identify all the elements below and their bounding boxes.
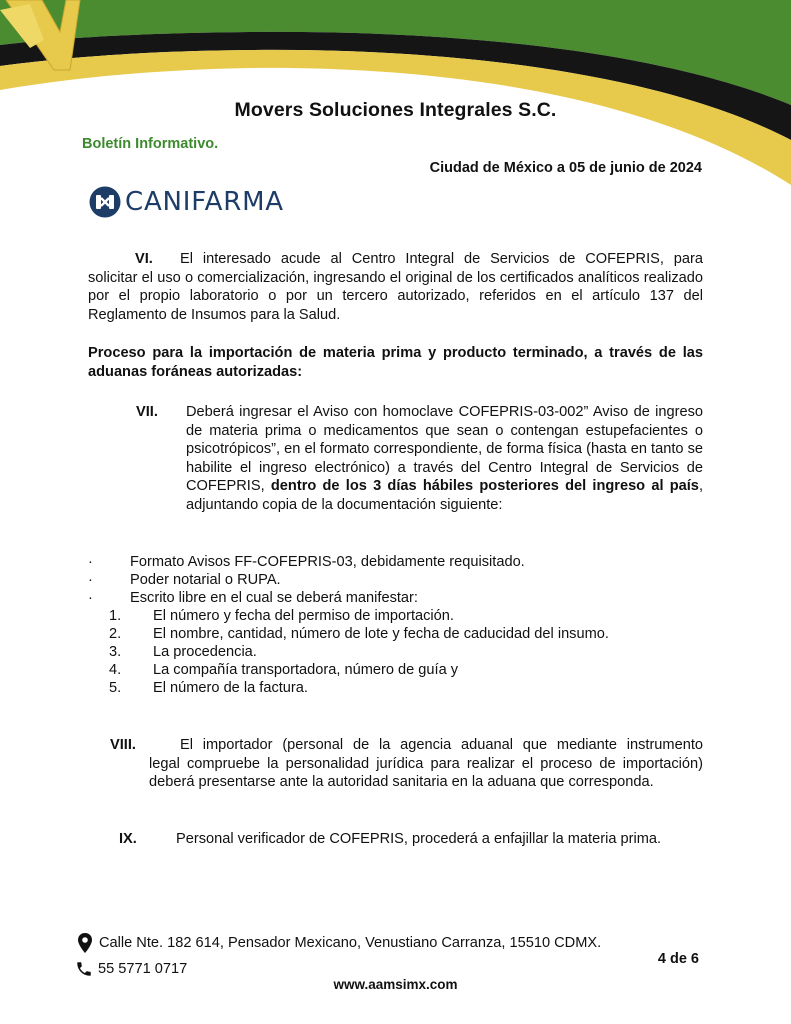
list-item: · Poder notarial o RUPA. — [88, 572, 281, 588]
list-item: 5. El número de la factura. — [109, 680, 308, 696]
phone-text: 55 5771 0717 — [98, 961, 188, 977]
list-item: 2. El nombre, cantidad, número de lote y fecha de caducidad del insumo. — [109, 626, 609, 642]
section-viii — [110, 736, 703, 792]
company-name: Movers Soluciones Integrales S.C. — [234, 99, 557, 121]
address-text: Calle Nte. 182 614, Pensador Mexicano, Venustiano Carranza, 15510 CDMX. — [99, 935, 602, 951]
section-vii-numeral: VII. — [136, 404, 158, 420]
section-vii-text-before: Deberá ingresar el Aviso con homoclave COFEPRIS-03-002” Aviso de ingreso de materia prima o medicamentos que sean o contengan estupefacientes o psicotrópicos”, en el formato correspondiente, de forma física (hasta en tanto se habilite el ingreso electrónico) a través del Centro Integral de Servicios de COFEPRIS, — [186, 404, 703, 494]
list-item: 4. La compañía transportadora, número de guía y — [109, 662, 459, 678]
section-viii-first-line: El importador (personal de la agencia aduanal que mediante instrumento — [180, 737, 703, 753]
section-ix-text: Personal verificador de COFEPRIS, procederá a enfajillar la materia prima. — [176, 831, 662, 847]
section-vii-deadline: dentro de los 3 días hábiles posteriores del ingreso al país — [270, 478, 699, 494]
bulletin-label: Boletín Informativo. — [82, 136, 219, 152]
list-item: 3. La procedencia. — [109, 644, 257, 660]
section-viii-text: legal compruebe la personalidad jurídica para realizar el proceso de importación) deberá presentarse ante la autoridad sanitaria en la aduana que corresponda. — [149, 755, 703, 790]
canifarma-emblem-icon — [89, 186, 121, 218]
logo-text: CANIFARMA — [125, 187, 284, 217]
footer-address — [77, 932, 601, 954]
process-heading: Proceso para la importación de materia prima y producto terminado, a través de las aduanas foráneas autorizadas: — [88, 345, 703, 380]
section-vii-text-after: , adjuntando copia de la documentación siguiente: — [186, 478, 703, 513]
canifarma-logo — [89, 186, 284, 218]
header-banner — [0, 0, 791, 185]
website-link[interactable]: www.aamsimx.com — [333, 977, 458, 992]
section-vi — [88, 250, 703, 324]
page-number: 4 de 6 — [657, 951, 699, 967]
section-vii-text — [186, 403, 703, 514]
list-item: · Escrito libre en el cual se deberá manifestar: — [88, 590, 418, 606]
location-pin-icon — [77, 932, 93, 954]
section-vi-first-line: El interesado acude al Centro Integral de Servicios de COFEPRIS, para — [180, 251, 703, 267]
section-ix-numeral: IX. — [119, 831, 137, 847]
dateline: Ciudad de México a 05 de junio de 2024 — [429, 160, 702, 176]
section-vi-numeral: VI. — [135, 251, 153, 267]
list-item: 1. El número y fecha del permiso de importación. — [109, 608, 454, 624]
phone-icon — [75, 960, 93, 978]
footer-phone — [75, 960, 187, 978]
section-viii-numeral: VIII. — [110, 737, 136, 753]
list-item: · Formato Avisos FF-COFEPRIS-03, debidamente requisitado. — [88, 554, 525, 570]
section-vi-text: solicitar el uso o comercialización, ingresando el original de los certificados analíticos realizado por el propio laboratorio o por un tercero autorizado, referidos en el artículo 137 del Reglamento de Insumos para la Salud. — [88, 269, 703, 323]
